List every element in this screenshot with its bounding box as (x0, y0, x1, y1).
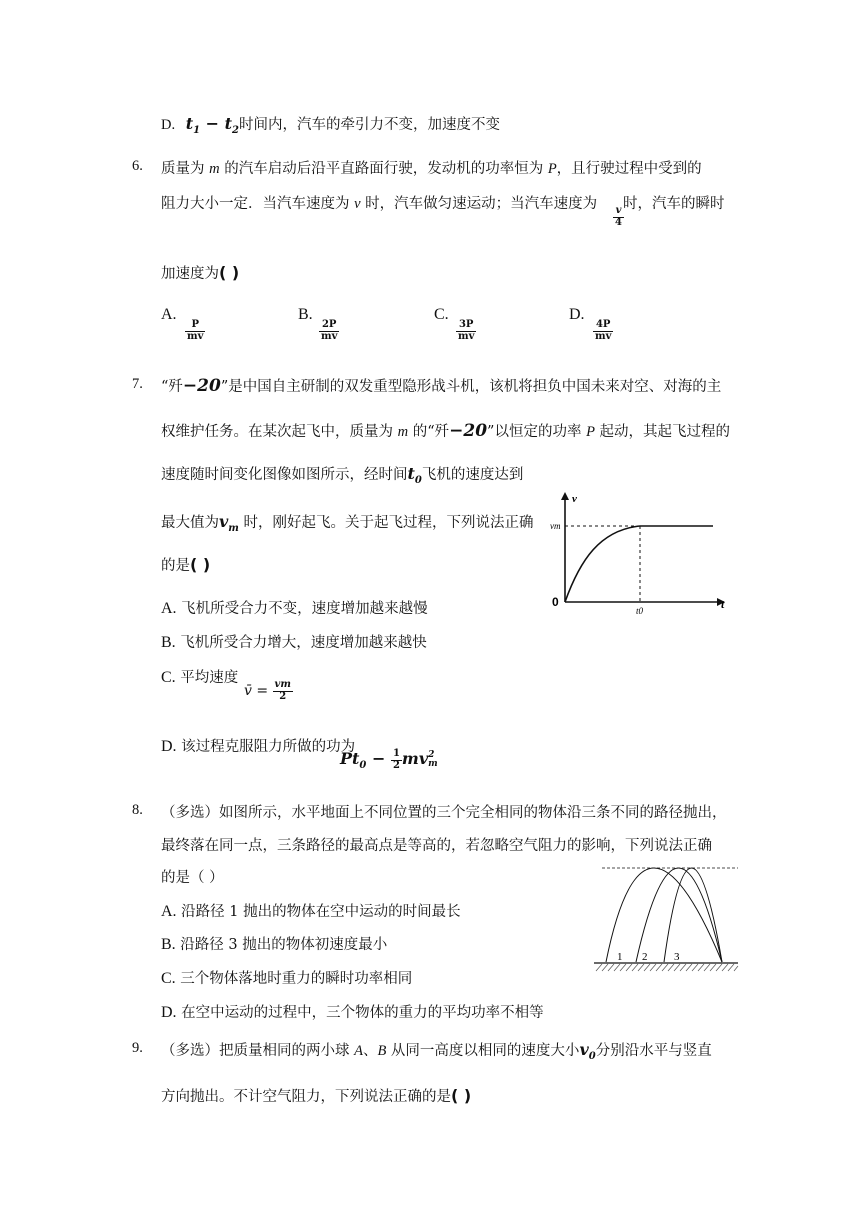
q6-option-c: C. (434, 306, 449, 323)
q6-option-a-value: $\frac{P}{mv}$ (187, 319, 204, 342)
velocity-time-graph (545, 490, 735, 625)
option-label: D. (161, 117, 176, 133)
y-axis-label: v (572, 493, 577, 505)
q6-option-b-value: $\frac{2P}{mv}$ (321, 319, 338, 342)
q6-line1: 质量为 m 的汽车启动后沿平直路面行驶，发动机的功率恒为 P，且行驶过程中受到的 (161, 161, 702, 177)
path-label-1: 1 (617, 951, 623, 963)
math-t1-minus-t2: $t_1 - t_2$ (185, 114, 239, 137)
path-2 (636, 868, 722, 962)
q7-option-c-math: v̄ = $\frac{vm}{2}$ (244, 679, 291, 702)
path-label-3: 3 (674, 951, 680, 963)
q5-option-d (161, 113, 500, 136)
q9-line2: 方向抛出。不计空气阻力，下列说法正确的是( ) (161, 1086, 472, 1105)
q6-line3: 加速度为( ) (161, 263, 240, 282)
q7-line4: 最大值为$v_m$ 时，刚好起飞。关于起飞过程，下列说法正确 (161, 512, 534, 535)
q6-option-b: B. (298, 306, 313, 323)
q7-line5: 的是( ) (161, 555, 211, 574)
q7-line2: 权维护任务。在某次起飞中，质量为 m 的“歼−20”以恒定的功率 P 起动，其起飞过程的 (161, 421, 731, 441)
q8-option-a: A. 沿路径 1 抛出的物体在空中运动的时间最长 (161, 903, 461, 920)
q6-line2-end: 时，汽车的瞬时 (623, 196, 725, 212)
vm-label: vm (550, 521, 561, 531)
q6-line2: 阻力大小一定．当汽车速度为 v 时，汽车做匀速运动；当汽车速度为 (161, 196, 598, 212)
q8-line3: 的是（ ） (161, 870, 224, 886)
question-number: 8. (132, 802, 143, 818)
path-1 (606, 868, 722, 962)
q8-option-d: D. 在空中运动的过程中，三个物体的重力的平均功率不相等 (161, 1004, 544, 1021)
q7-option-b: B. 飞机所受合力增大，速度增加越来越快 (161, 634, 427, 651)
q7-option-d-math: $Pt_0$ − $\frac{1}{2}$ mv 2 m (340, 748, 438, 772)
q7-option-a: A. 飞机所受合力不变，速度增加越来越慢 (161, 600, 428, 617)
velocity-curve (565, 526, 640, 602)
question-number: 7. (132, 376, 143, 392)
q6-option-a: A. (161, 306, 177, 323)
q8-line1: （多选）如图所示，水平地面上不同位置的三个完全相同的物体沿三条不同的路径抛出， (161, 805, 727, 821)
fraction-v-over-4: $\frac{v}{4}$ (615, 205, 622, 228)
q7-line3: 速度随时间变化图像如图所示，经时间$t_0$飞机的速度达到 (161, 464, 524, 487)
origin-label: 0 (552, 595, 559, 609)
path-3 (664, 868, 722, 962)
question-number: 6. (132, 158, 143, 174)
q8-option-b: B. 沿路径 3 抛出的物体初速度最小 (161, 936, 388, 953)
q8-line2: 最终落在同一点，三条路径的最高点是等高的，若忽略空气阻力的影响，下列说法正确 (161, 838, 712, 854)
q6-option-d-value: $\frac{4P}{mv}$ (595, 319, 612, 342)
q8-option-c: C. 三个物体落地时重力的瞬时功率相同 (161, 970, 413, 987)
trajectory-figure (592, 862, 740, 972)
path-label-2: 2 (642, 951, 648, 963)
question-number: 9. (132, 1040, 143, 1056)
q6-option-d: D. (569, 306, 585, 323)
q7-option-d: D. 该过程克服阻力所做的功为 (161, 738, 356, 755)
t0-label: t0 (636, 606, 644, 616)
option-text: 时间内，汽车的牵引力不变，加速度不变 (238, 117, 500, 133)
answer-blank: ( ) (219, 263, 240, 282)
answer-blank: ( ) (190, 555, 211, 574)
q7-line1: “歼−20”是中国自主研制的双发重型隐形战斗机，该机将担负中国未来对空、对海的主 (161, 376, 722, 396)
x-axis-label: t (721, 597, 725, 611)
ground-hatching (596, 964, 738, 971)
y-axis-arrow (561, 492, 569, 500)
q9-line1: （多选）把质量相同的两小球 A、B 从同一高度以相同的速度大小$v_0$分别沿水平与竖直 (161, 1040, 712, 1063)
q7-option-c: C. 平均速度 (161, 669, 239, 686)
q6-option-c-value: $\frac{3P}{mv}$ (458, 319, 475, 342)
answer-blank: ( ) (451, 1086, 472, 1105)
